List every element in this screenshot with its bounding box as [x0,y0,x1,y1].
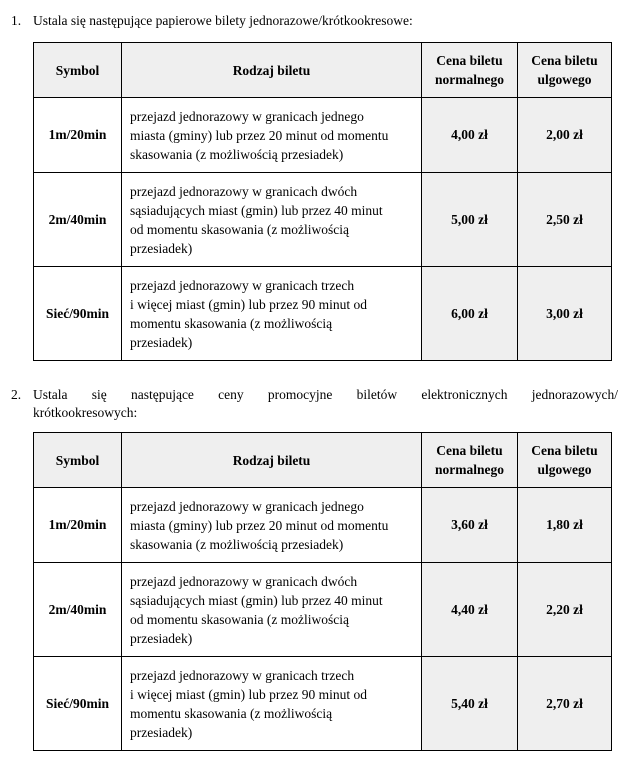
description-line: sąsiadujących miast (gmin) lub przez 40 minut [130,592,383,608]
header-reduced-price: Cena biletu ulgowego [518,433,612,488]
header-symbol: Symbol [34,43,122,98]
section-2-intro-continuation: krótkookresowych: [33,405,138,420]
ticket-symbol: 1m/20min [34,98,122,173]
description-line: przesiadek) [130,630,193,646]
ticket-symbol: 2m/40min [34,173,122,267]
header-normal-price: Cena biletu normalnego [422,433,518,488]
table-row [34,173,612,267]
header-normal-price: Cena biletu normalnego [422,43,518,98]
header-symbol: Symbol [34,433,122,488]
reduced-price: 2,20 zł [518,563,612,657]
description-line: miasta (gminy) lub przez 20 minut od momentu [130,517,389,533]
table-row [34,267,612,361]
section-1-intro-text: Ustala się następujące papierowe bilety jednorazowe/krótkookresowe: [33,13,413,28]
description-line: skasowania (z możliwością przesiadek) [130,146,344,162]
description-line: przejazd jednorazowy w granicach trzech [130,277,355,293]
table-header-row [34,433,612,488]
ticket-description [122,267,422,361]
header-ticket-type: Rodzaj biletu [122,43,422,98]
paper-tickets-table [33,42,612,361]
ticket-symbol: Sieć/90min [34,657,122,751]
normal-price: 5,40 zł [422,657,518,751]
ticket-symbol: 2m/40min [34,563,122,657]
description-line: przejazd jednorazowy w granicach jednego [130,108,364,124]
description-line: miasta (gminy) lub przez 20 minut od momentu [130,127,389,143]
reduced-price: 2,70 zł [518,657,612,751]
description-line: sąsiadujących miast (gmin) lub przez 40 minut [130,202,383,218]
electronic-tickets-table [33,432,612,751]
normal-price: 4,40 zł [422,563,518,657]
reduced-price: 2,00 zł [518,98,612,173]
description-line: skasowania (z możliwością przesiadek) [130,536,344,552]
description-line: przesiadek) [130,334,193,350]
normal-price: 4,00 zł [422,98,518,173]
ticket-symbol: 1m/20min [34,488,122,563]
description-line: przejazd jednorazowy w granicach jednego [130,498,364,514]
header-reduced-price: Cena biletu ulgowego [518,43,612,98]
ticket-description [122,173,422,267]
table-row [34,488,612,563]
table-header-row [34,43,612,98]
normal-price: 5,00 zł [422,173,518,267]
normal-price: 6,00 zł [422,267,518,361]
normal-price: 3,60 zł [422,488,518,563]
description-line: przejazd jednorazowy w granicach trzech [130,667,355,683]
description-line: przejazd jednorazowy w granicach dwóch [130,573,358,589]
description-line: przesiadek) [130,724,193,740]
ticket-description [122,98,422,173]
header-ticket-type: Rodzaj biletu [122,433,422,488]
description-line: przesiadek) [130,240,193,256]
ticket-description [122,563,422,657]
ticket-symbol: Sieć/90min [34,267,122,361]
reduced-price: 1,80 zł [518,488,612,563]
description-line: i więcej miast (gmin) lub przez 90 minut od [130,296,367,312]
table-row [34,657,612,751]
section-2-intro-text: Ustala się następujące ceny promocyjne biletów elektronicznych jednorazowych/ [33,387,618,402]
ticket-description [122,488,422,563]
description-line: od momentu skasowania (z możliwością [130,611,349,627]
description-line: momentu skasowania (z możliwością [130,705,333,721]
section-1-number: 1. [11,13,22,28]
description-line: od momentu skasowania (z możliwością [130,221,349,237]
description-line: momentu skasowania (z możliwością [130,315,333,331]
section-2-number: 2. [11,387,22,402]
description-line: i więcej miast (gmin) lub przez 90 minut od [130,686,367,702]
reduced-price: 3,00 zł [518,267,612,361]
description-line: przejazd jednorazowy w granicach dwóch [130,183,358,199]
ticket-description [122,657,422,751]
table-row [34,563,612,657]
reduced-price: 2,50 zł [518,173,612,267]
table-row [34,98,612,173]
